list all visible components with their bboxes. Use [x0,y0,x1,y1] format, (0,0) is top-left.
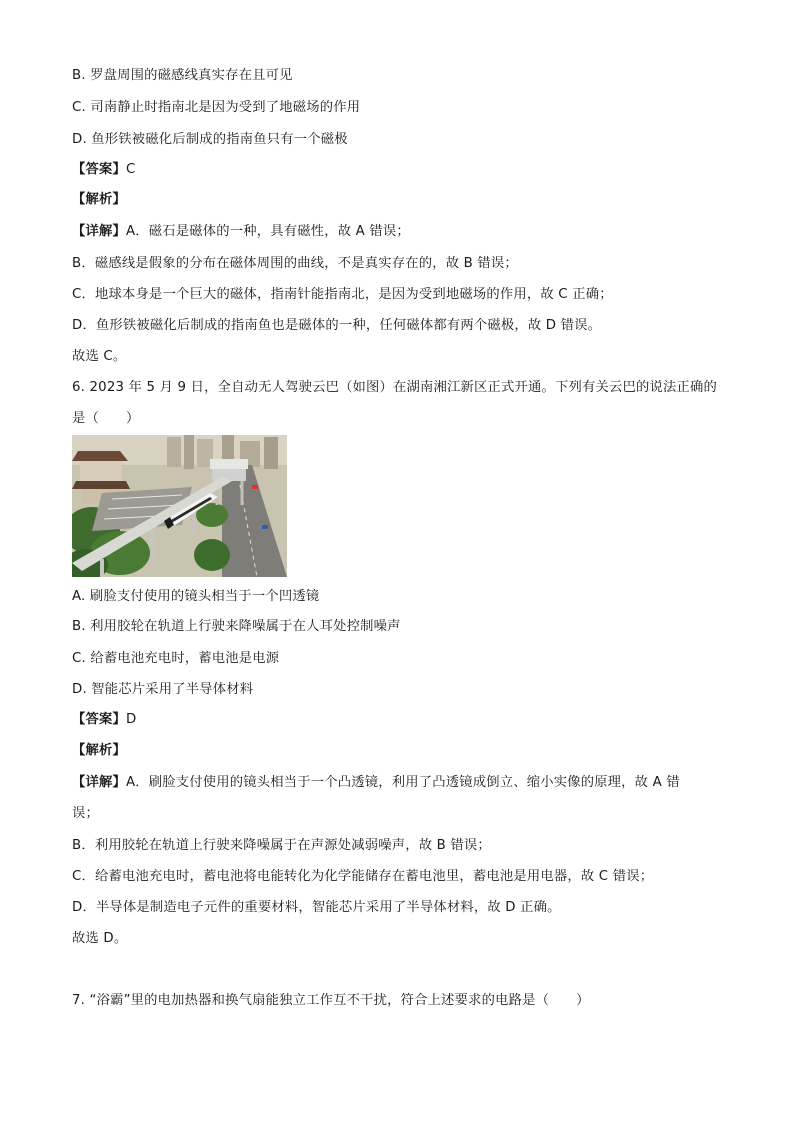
q5-option-b: B. 罗盘周围的磁感线真实存在且可见 [72,68,293,83]
yunba-photo-illustration [72,435,287,577]
q6-answer-label: 【答案】 [72,712,126,727]
q6-option-d: D. 智能芯片采用了半导体材料 [72,682,254,697]
q6-detail-a-line2: 误； [72,806,99,821]
q6-analysis-label-text: 【解析】 [72,743,126,758]
q5-conclusion: 故选 C。 [72,349,127,364]
q6-detail-d: D．半导体是制造电子元件的重要材料，智能芯片采用了半导体材料，故 D 正确。 [72,900,561,915]
q5-detail-label: 【详解】 [72,224,126,239]
q6-analysis-label [72,741,126,761]
q5-detail-d: D．鱼形铁被磁化后制成的指南鱼也是磁体的一种，任何磁体都有两个磁极，故 D 错误。 [72,318,602,333]
q6-stem-line2: 是（ ） [72,411,140,426]
q5-option-c: C. 司南静止时指南北是因为受到了地磁场的作用 [72,100,361,115]
q5-detail-a-text: A．磁石是磁体的一种，具有磁性，故 A 错误； [126,224,410,239]
yunba-photo [72,435,287,577]
q7-stem: 7. “浴霸”里的电加热器和换气扇能独立工作互不干扰，符合上述要求的电路是（ ） [72,993,590,1008]
q5-analysis-label-text: 【解析】 [72,192,126,207]
q6-option-a: A. 刷脸支付使用的镜头相当于一个凹透镜 [72,589,320,604]
q6-answer [72,710,136,730]
q6-stem-line1: 6. 2023 年 5 月 9 日，全自动无人驾驶云巴（如图）在湖南湘江新区正式开通。下列有关云巴的说法正确的 [72,380,717,395]
q5-detail-b: B．磁感线是假象的分布在磁体周围的曲线，不是真实存在的，故 B 错误； [72,256,518,271]
q6-detail-a-text: A．刷脸支付使用的镜头相当于一个凸透镜，利用了凸透镜成倒立、缩小实像的原理，故 A 错 [126,775,680,790]
q5-answer-label: 【答案】 [72,162,126,177]
q6-detail-a-line1 [72,773,680,793]
q5-detail-a [72,222,410,242]
q5-answer-value: C [126,162,136,177]
q5-option-d: D. 鱼形铁被磁化后制成的指南鱼只有一个磁极 [72,132,348,147]
q5-detail-c: C．地球本身是一个巨大的磁体，指南针能指南北，是因为受到地磁场的作用，故 C 正确； [72,287,613,302]
q6-detail-c: C．给蓄电池充电时，蓄电池将电能转化为化学能储存在蓄电池里，蓄电池是用电器，故 C 错误； [72,869,654,884]
q5-analysis-label [72,190,126,210]
q5-answer [72,160,136,180]
q6-detail-b: B．利用胶轮在轨道上行驶来降噪属于在声源处减弱噪声，故 B 错误； [72,838,491,853]
q6-option-c: C. 给蓄电池充电时，蓄电池是电源 [72,651,280,666]
q6-conclusion: 故选 D。 [72,931,128,946]
q6-detail-label: 【详解】 [72,775,126,790]
q6-option-b: B. 利用胶轮在轨道上行驶来降噪属于在人耳处控制噪声 [72,619,401,634]
q6-answer-value: D [126,712,137,727]
